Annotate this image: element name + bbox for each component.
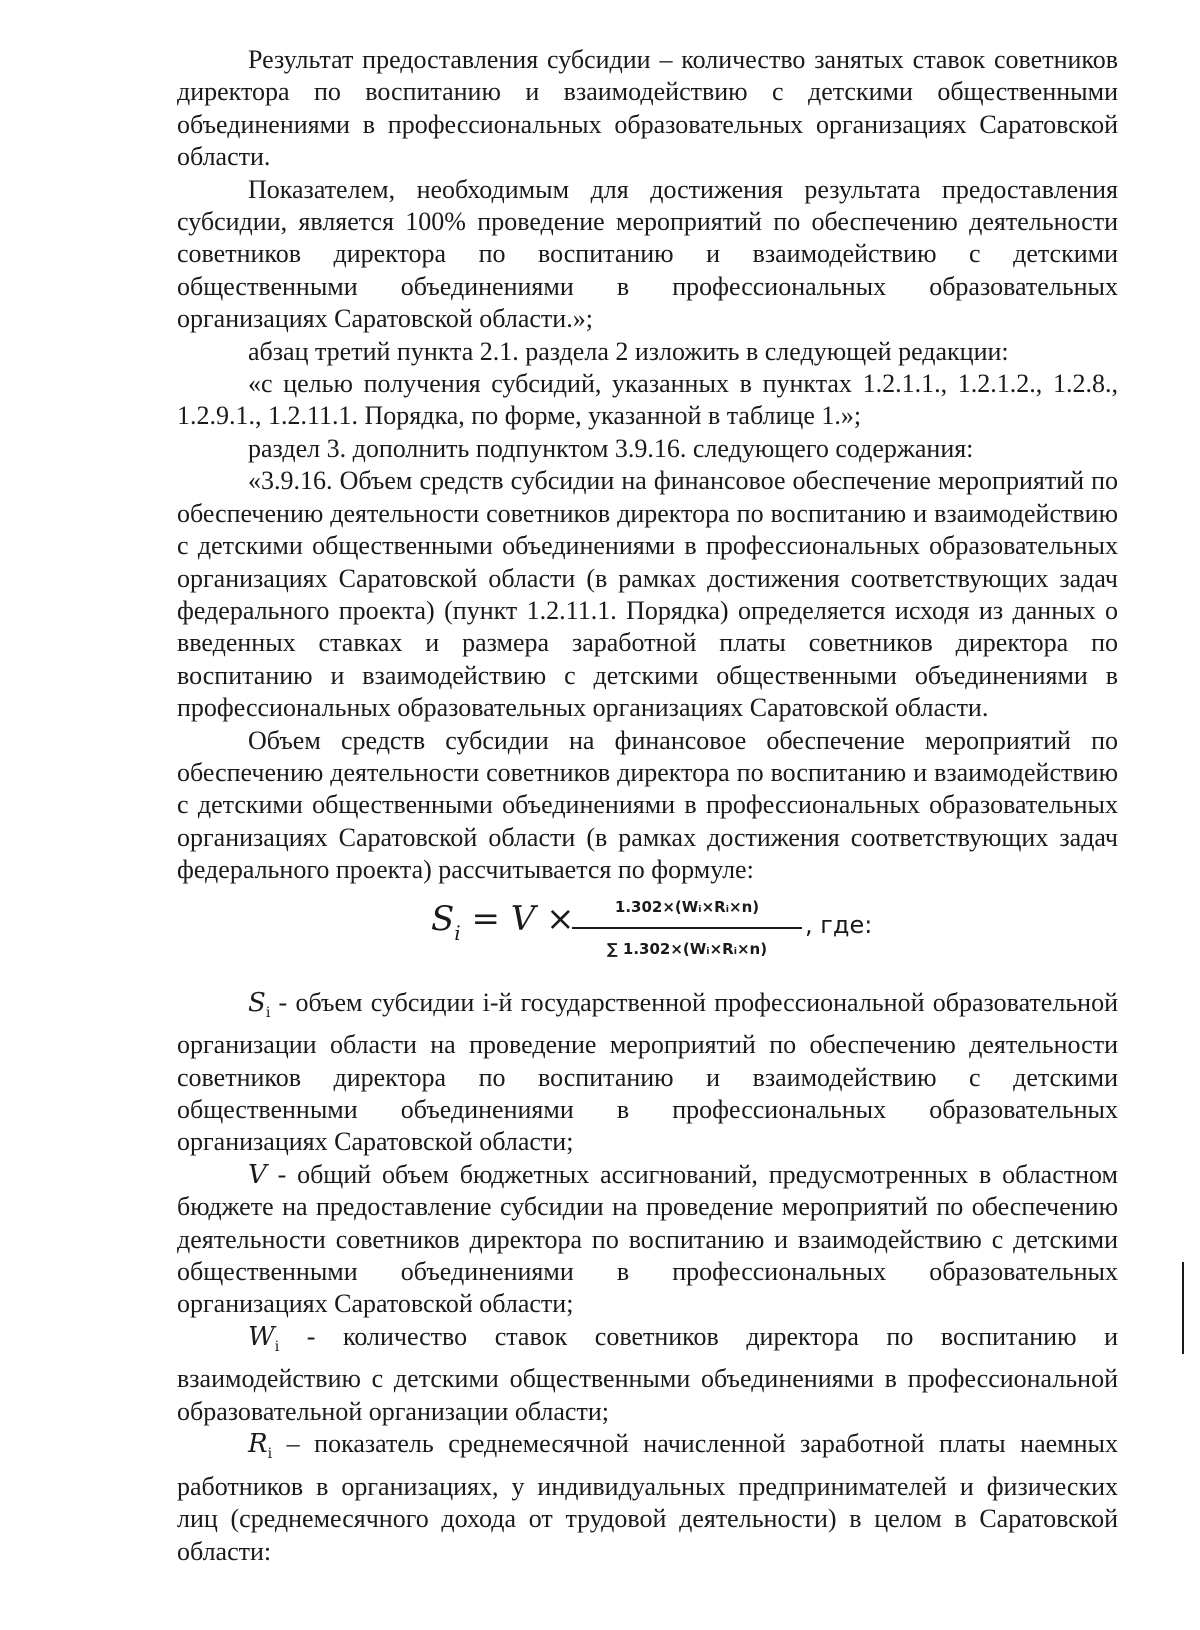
definition-text: - объем субсидии i-й государственной профессиональной образовательной организации области на проведение мероприятий по обеспечению деятельности советников директора по воспитанию и взаимодействию с детскими общественными объединениями в профессиональных образовательных организациях Саратовской области; — [177, 987, 1118, 1157]
definition-r — [177, 1428, 1118, 1568]
definition-letter: R — [248, 1429, 268, 1460]
definition-w — [177, 1321, 1118, 1428]
subsidy-formula — [177, 887, 1118, 987]
definition-symbol — [248, 1160, 267, 1190]
formula-fraction — [572, 891, 802, 966]
paragraph-result: Результат предоставления субсидии – количество занятых ставок советников директора по воспитанию и взаимодействию с детскими общественными объединениями в профессиональных образовательных организациях Саратовской области. — [177, 45, 1118, 172]
scan-edge-line — [1182, 1262, 1184, 1354]
definition-symbol — [248, 1429, 273, 1463]
definition-symbol — [248, 1321, 280, 1355]
definition-s — [177, 987, 1118, 1159]
document-page — [177, 44, 1118, 1568]
definition-text: – показатель среднемесячной начисленной заработной платы наемных работников в организациях, у индивидуальных предпринимателей и физических лиц (среднемесячного дохода от трудовой деятельности) в целом в Саратовской области: — [177, 1429, 1118, 1566]
paragraph-3-9-16: «3.9.16. Объем средств субсидии на финансовое обеспечение мероприятий по обеспечению деятельности советников директора по воспитанию и взаимодействию с детскими общественными объединениями в профессиональных образовательных организациях Саратовской области (в рамках достижения соответствующих задач федерального проекта) (пункт 1.2.11.1. Порядка) определяется исходя из данных о введенных ставках и размера заработной платы советников директора по воспитанию и взаимодействию с детскими общественными объединениями в профессиональных образовательных организациях Саратовской области. — [177, 466, 1118, 723]
formula-numerator: 1.302×(Wᵢ×Rᵢ×n) — [572, 891, 802, 929]
definition-letter: S — [248, 987, 266, 1018]
paragraph-amendment-2-1: абзац третий пункта 2.1. раздела 2 изложить в следующей редакции: — [248, 336, 1009, 366]
formula-subscript-i: i — [454, 920, 461, 945]
paragraph-indicator: Показателем, необходимым для достижения результата предоставления субсидии, является 100% проведение мероприятий по обеспечению деятельности советников директора по воспитанию и взаимодействию с детскими общественными объединениями в профессиональных образовательных организациях Саратовской области.»; — [177, 174, 1118, 334]
definition-subscript: i — [267, 1446, 273, 1463]
paragraph-calculation: Объем средств субсидии на финансовое обеспечение мероприятий по обеспечению деятельности советников директора по воспитанию и взаимодействию с детскими общественными объединениями в профессиональных образовательных организациях Саратовской области (в рамках достижения соответствующих задач федерального проекта) рассчитывается по формуле: — [177, 725, 1118, 885]
formula-where: , где: — [805, 910, 873, 939]
definition-symbol — [248, 987, 271, 1021]
formula-denominator: ∑ 1.302×(Wᵢ×Rᵢ×n) — [606, 939, 768, 958]
formula-symbol-s: S — [431, 898, 455, 939]
formula-equals-times: = V × — [471, 898, 575, 939]
definition-v — [177, 1159, 1118, 1321]
paragraph-amendment-3: раздел 3. дополнить подпунктом 3.9.16. следующего содержания: — [248, 433, 974, 463]
definition-text: - общий объем бюджетных ассигнований, предусмотренных в областном бюджете на предоставление субсидии на проведение мероприятий по обеспечению деятельности советников директора по воспитанию и взаимодействию с детскими общественными объединениями в профессиональных образовательных организациях Саратовской области; — [177, 1159, 1118, 1319]
definition-subscript: i — [274, 1339, 280, 1355]
paragraph-quote-2-1: «с целью получения субсидий, указанных в пунктах 1.2.1.1., 1.2.1.2., 1.2.8., 1.2.9.1., 1.2.11.1. Порядка, по форме, указанной в таблице 1.»; — [177, 369, 1118, 431]
formula-lhs — [431, 898, 575, 949]
definition-letter: V — [248, 1159, 267, 1190]
definition-subscript: i — [265, 1004, 271, 1021]
definition-letter: W — [248, 1321, 275, 1352]
definition-text: - количество ставок советников директора по воспитанию и взаимодействию с детскими общественными объединениями в профессиональной образовательной организации области; — [177, 1321, 1118, 1426]
